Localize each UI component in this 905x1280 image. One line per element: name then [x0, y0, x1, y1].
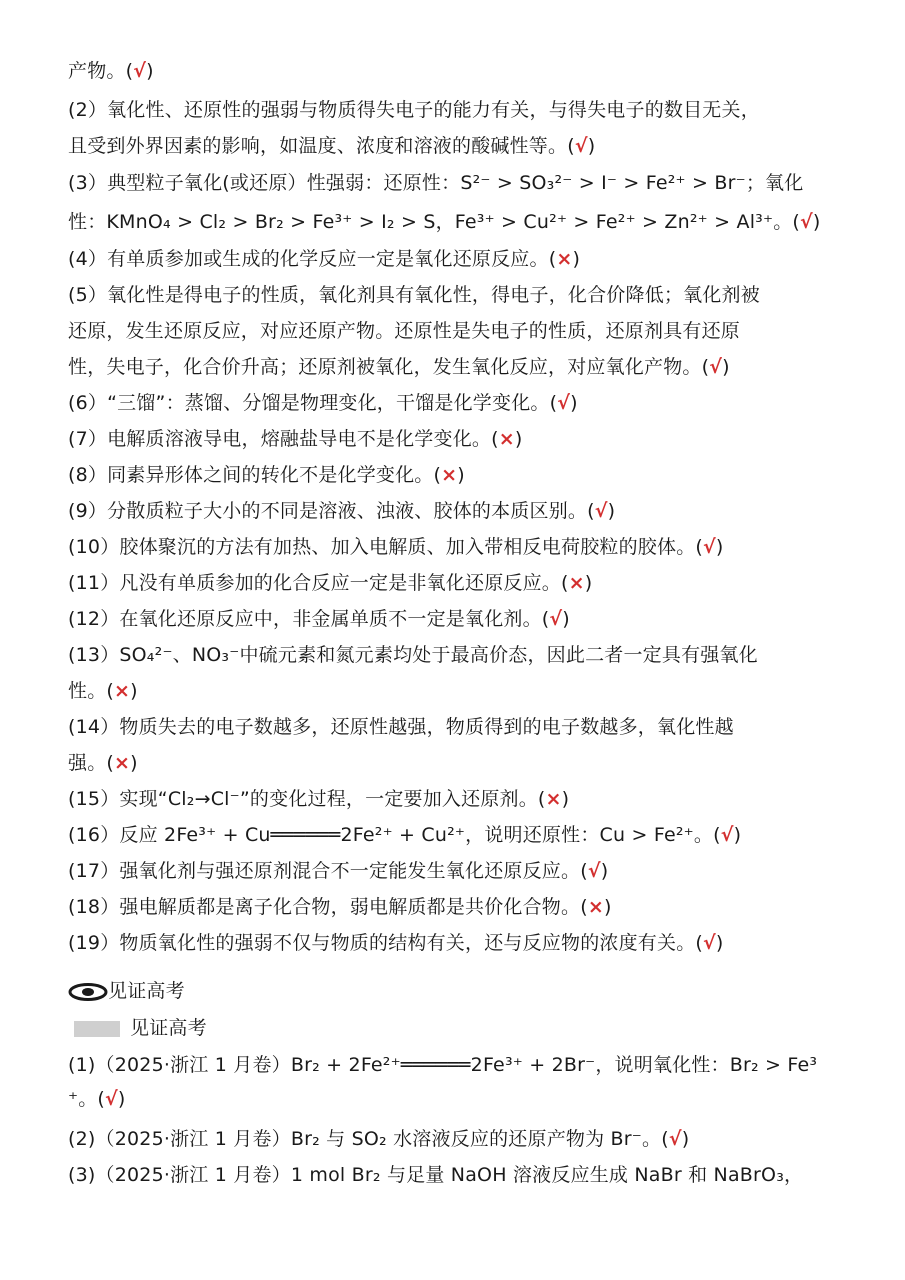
line-text: 性，失电子，化合价升高；还原剂被氧化，发生氧化反应，对应氧化产物。( [68, 356, 710, 378]
gray-bar-icon [74, 1021, 120, 1037]
line-text: 性：KMnO₄ > Cl₂ > Br₂ > Fe³⁺ > I₂ > S，Fe³⁺ > Cu²⁺ > Fe²⁺ > Zn²⁺ > Al³⁺。( [68, 211, 801, 233]
line-text: 还原，发生还原反应，对应还原产物。还原性是失电子的性质，还原剂具有还原 [68, 320, 741, 342]
statement-line [68, 930, 724, 956]
line-text: (18）强电解质都是离子化合物，弱电解质都是共价化合物。( [68, 896, 588, 918]
exam-line [68, 1086, 126, 1112]
section-bar-heading [74, 1015, 207, 1041]
cross-mark-icon: × [568, 572, 585, 594]
line-text: (17）强氧化剂与强还原剂混合不一定能发生氧化还原反应。( [68, 860, 588, 882]
cross-mark-icon: × [114, 752, 131, 774]
check-mark-icon: √ [587, 860, 601, 882]
section-logo-heading [68, 978, 185, 1004]
check-mark-icon: √ [668, 1128, 682, 1150]
section-subtitle: 见证高考 [130, 1017, 207, 1039]
cross-mark-icon: × [498, 428, 515, 450]
check-mark-icon: √ [703, 536, 716, 558]
check-mark-icon: √ [703, 932, 716, 954]
check-mark-icon: √ [709, 356, 723, 378]
line-tail: ) [587, 135, 596, 157]
line-text: (5）氧化性是得电子的性质，氧化剂具有氧化性，得电子，化合价降低；氧化剂被 [68, 284, 760, 306]
statement-line [68, 97, 760, 123]
line-tail: ) [600, 860, 609, 882]
exam-line [68, 1162, 803, 1188]
statement-line [68, 786, 569, 812]
line-text: (13）SO₄²⁻、NO₃⁻中硫元素和氮元素均处于最高价态，因此二者一定具有强氧化 [68, 644, 758, 666]
line-text: (15）实现“Cl₂→Cl⁻”的变化过程，一定要加入还原剂。( [68, 788, 546, 810]
line-tail: ) [457, 464, 465, 486]
line-text: (12）在氧化还原反应中，非金属单质不一定是氧化剂。( [68, 608, 550, 630]
eye-logo-icon [68, 983, 108, 1001]
line-tail: ) [607, 500, 616, 522]
line-tail: ) [812, 211, 821, 233]
exam-line [68, 1052, 817, 1078]
line-tail: ) [603, 896, 612, 918]
line-tail: ) [146, 60, 154, 82]
check-mark-icon: √ [594, 500, 608, 522]
line-tail: ) [130, 752, 138, 774]
cross-mark-icon: × [114, 680, 131, 702]
statement-line [68, 133, 595, 159]
line-text: (9）分散质粒子大小的不同是溶液、浊液、胶体的本质区别。( [68, 500, 595, 522]
exam-line [68, 1126, 689, 1152]
statement-line [68, 534, 724, 560]
cross-mark-icon: × [587, 896, 604, 918]
line-tail: ) [514, 428, 523, 450]
statement-line [68, 858, 608, 884]
line-tail: ) [561, 788, 570, 810]
line-tail: ) [117, 1088, 126, 1110]
statement-line [68, 354, 730, 380]
line-text: (19）物质氧化性的强弱不仅与物质的结构有关，还与反应物的浓度有关。( [68, 932, 704, 954]
check-mark-icon: √ [720, 824, 734, 846]
line-tail: ) [733, 824, 742, 846]
check-mark-icon: √ [133, 60, 147, 82]
cross-mark-icon: × [556, 248, 573, 270]
line-tail: ) [715, 932, 724, 954]
statement-line [68, 894, 612, 920]
statement-line [68, 209, 821, 235]
statement-line [68, 606, 570, 632]
line-text: 强。( [68, 752, 115, 774]
statement-line [68, 678, 138, 704]
line-text: (10）胶体聚沉的方法有加热、加入电解质、加入带相反电荷胶粒的胶体。( [68, 536, 704, 558]
statement-line [68, 498, 615, 524]
statement-line [68, 318, 740, 344]
line-tail: ) [681, 1128, 690, 1150]
statement-line [68, 390, 578, 416]
check-mark-icon: √ [557, 392, 571, 414]
statement-line [68, 462, 465, 488]
line-text: 产物。( [68, 60, 134, 82]
statement-line [68, 570, 592, 596]
line-tail: ) [130, 680, 138, 702]
line-text: (2)（2025·浙江 1 月卷）Br₂ 与 SO₂ 水溶液反应的还原产物为 Br⁻。( [68, 1128, 669, 1150]
check-mark-icon: √ [105, 1088, 118, 1110]
line-text: 且受到外界因素的影响，如温度、浓度和溶液的酸碱性等。( [68, 135, 575, 157]
line-text: (1)（2025·浙江 1 月卷）Br₂ + 2Fe²⁺══════2Fe³⁺ + 2Br⁻，说明氧化性：Br₂ > Fe³ [68, 1054, 818, 1076]
line-text: (16）反应 2Fe³⁺ + Cu══════2Fe²⁺ + Cu²⁺，说明还原性：Cu > Fe²⁺。( [68, 824, 721, 846]
line-text: 性。( [68, 680, 115, 702]
line-tail: ) [715, 536, 724, 558]
check-mark-icon: √ [549, 608, 563, 630]
statement-line [68, 246, 580, 272]
line-text: (14）物质失去的电子数越多，还原性越强，物质得到的电子数越多，氧化性越 [68, 716, 734, 738]
line-text: (4）有单质参加或生成的化学反应一定是氧化还原反应。( [68, 248, 557, 270]
statement-line [68, 58, 154, 84]
line-tail: ) [562, 608, 570, 630]
statement-line [68, 426, 522, 452]
line-tail: ) [722, 356, 730, 378]
line-text: (6）“三馏”：蒸馏、分馏是物理变化，干馏是化学变化。( [68, 392, 558, 414]
cross-mark-icon: × [441, 464, 458, 486]
line-text: (2）氧化性、还原性的强弱与物质得失电子的能力有关，与得失电子的数目无关， [68, 99, 760, 121]
line-text: (11）凡没有单质参加的化合反应一定是非氧化还原反应。( [68, 572, 569, 594]
statement-line [68, 282, 760, 308]
cross-mark-icon: × [545, 788, 562, 810]
line-text: (3）典型粒子氧化(或还原）性强弱：还原性：S²⁻ > SO₃²⁻ > I⁻ > Fe²⁺ > Br⁻；氧化 [68, 172, 804, 194]
statement-line [68, 170, 803, 196]
line-text: (8）同素异形体之间的转化不是化学变化。( [68, 464, 442, 486]
check-mark-icon: √ [800, 211, 813, 233]
statement-line [68, 642, 758, 668]
line-tail: ) [584, 572, 593, 594]
check-mark-icon: √ [574, 135, 588, 157]
line-tail: ) [570, 392, 578, 414]
statement-line [68, 822, 741, 848]
line-tail: ) [572, 248, 581, 270]
line-text: (3)（2025·浙江 1 月卷）1 mol Br₂ 与足量 NaOH 溶液反应生成 NaBr 和 NaBrO₃， [68, 1164, 804, 1186]
line-text: (7）电解质溶液导电，熔融盐导电不是化学变化。( [68, 428, 499, 450]
section-title: 见证高考 [108, 980, 185, 1002]
statement-line [68, 750, 138, 776]
statement-line [68, 714, 734, 740]
line-text: ⁺。( [68, 1088, 106, 1110]
